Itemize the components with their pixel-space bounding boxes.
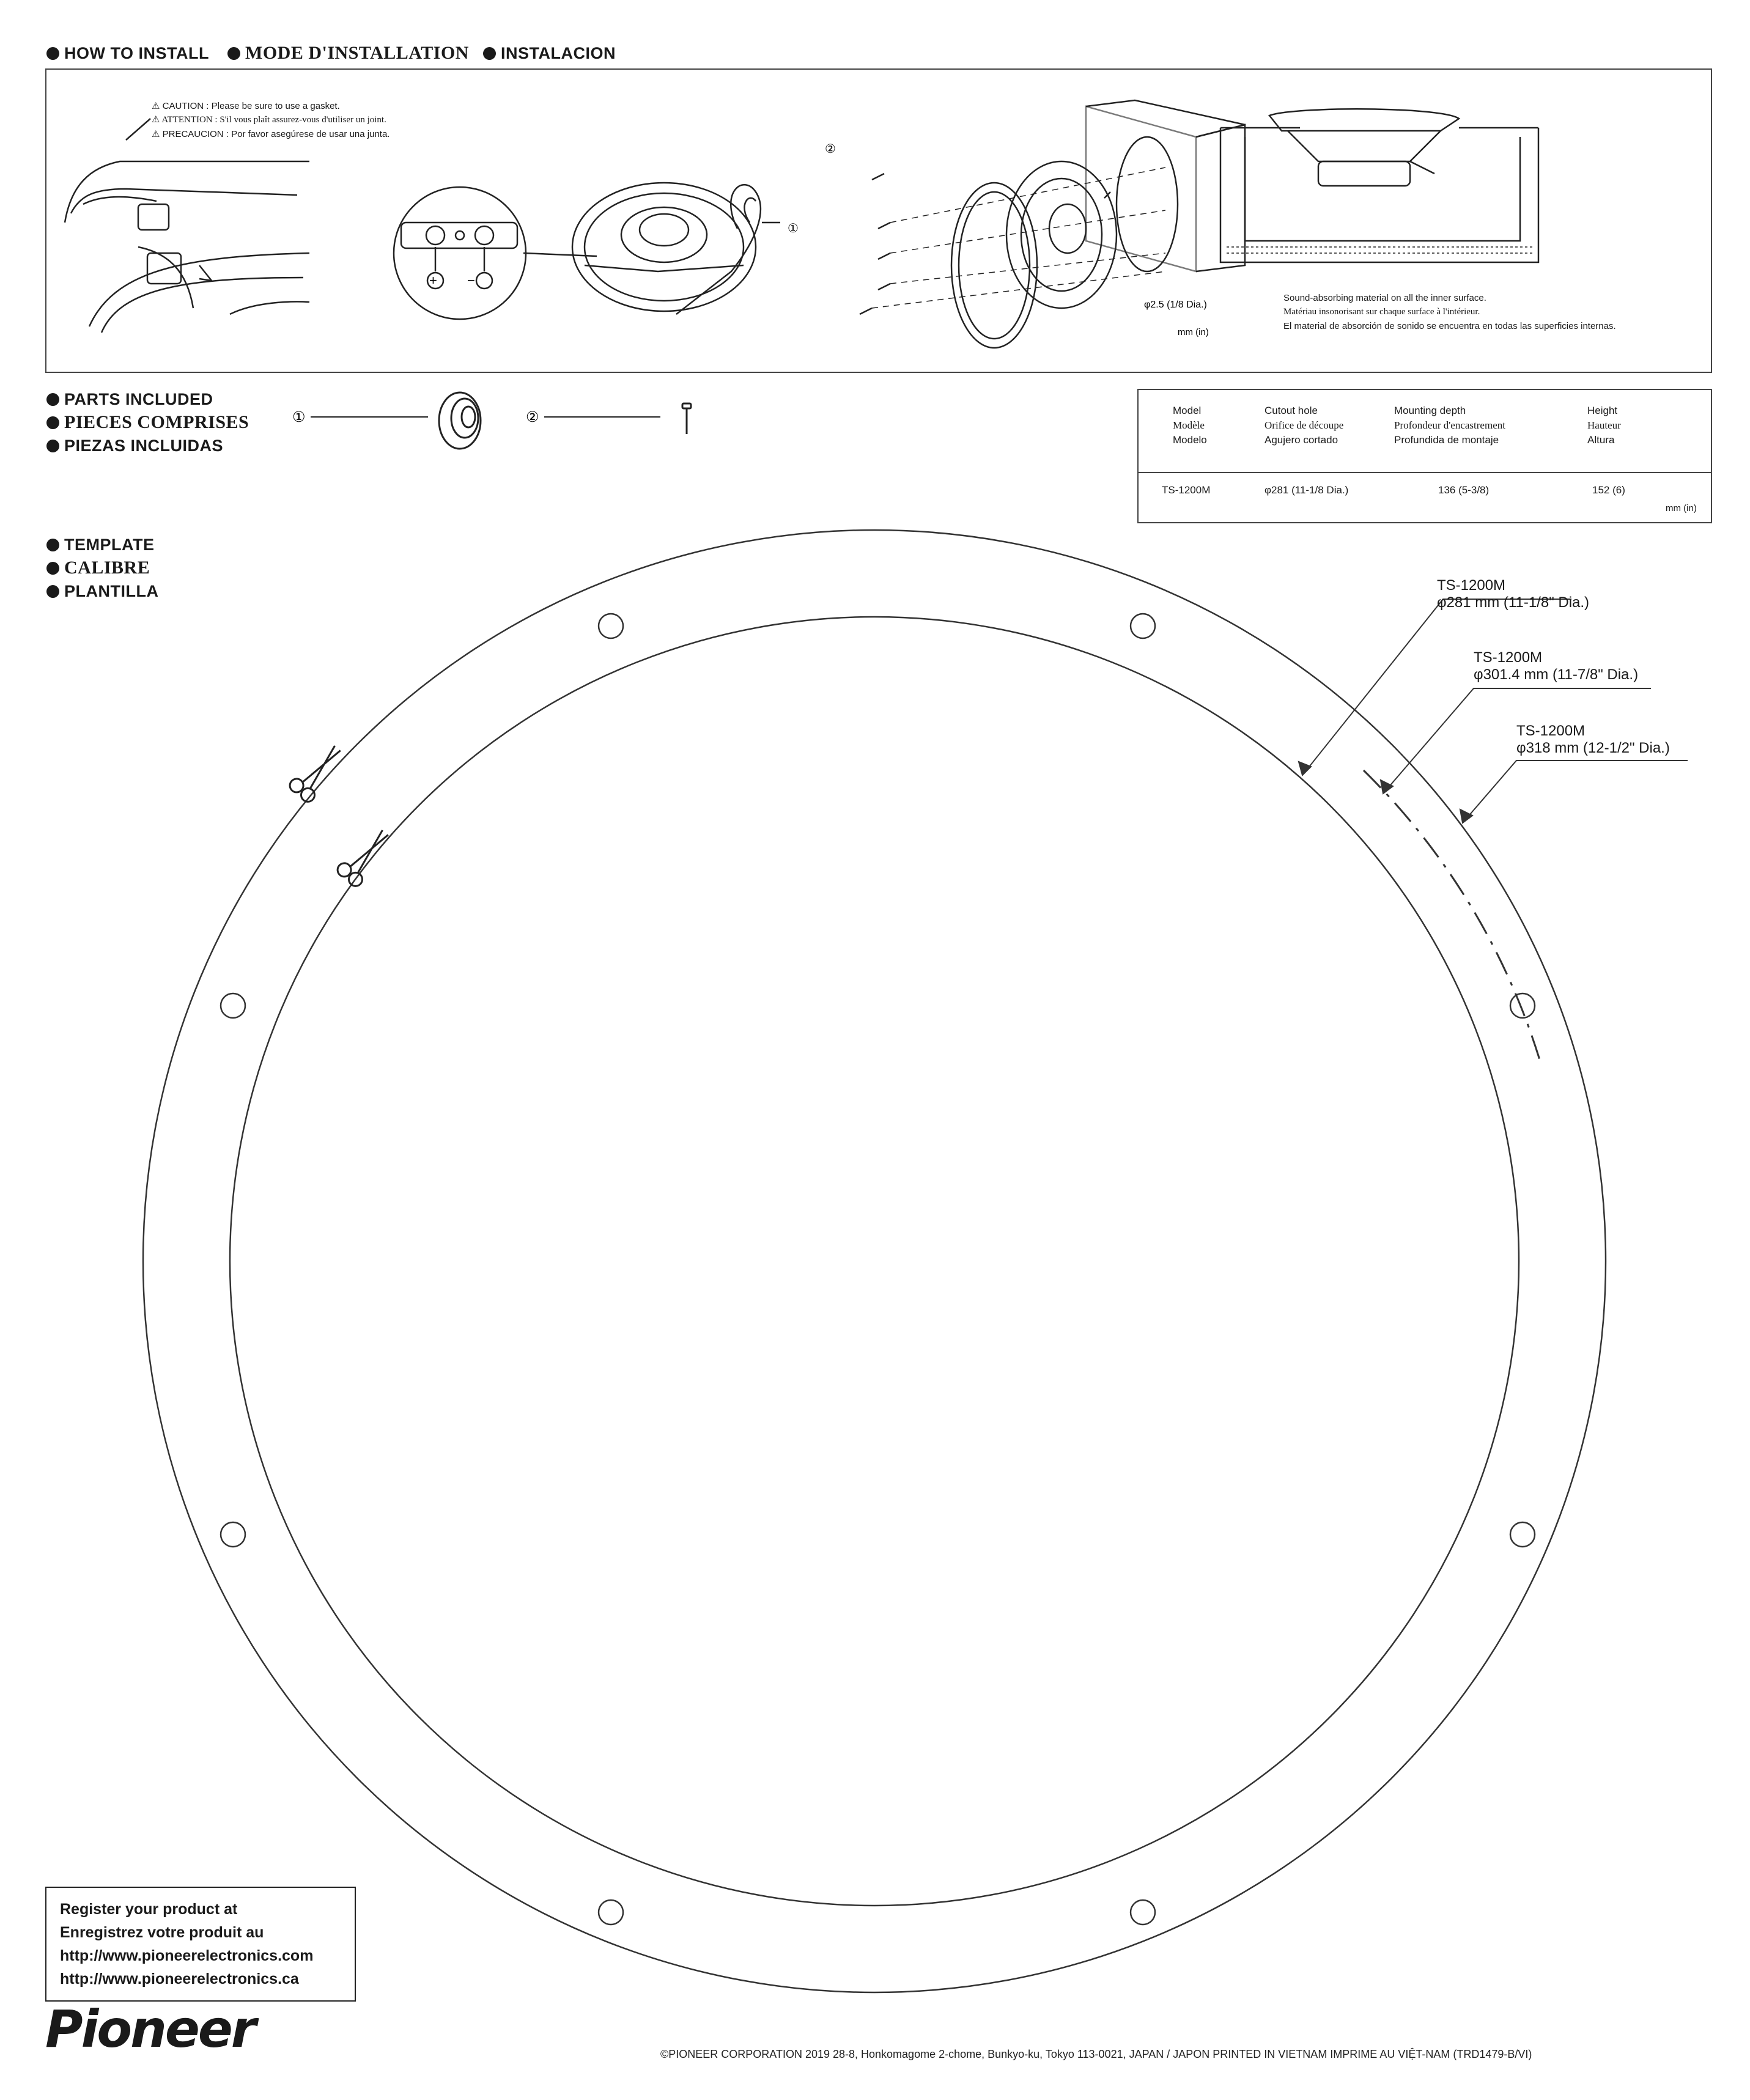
- mounting-hole: [1510, 1522, 1535, 1547]
- install-unit: mm (in): [1178, 327, 1209, 337]
- outer-circle-318mm: [143, 530, 1606, 1992]
- mounting-hole: [1131, 1900, 1155, 1925]
- register-box: Register your product at Enregistrez votre produit au http://www.pioneerelectronics.com http://www.pioneerelectronics.ca: [45, 1887, 356, 2002]
- mounting-hole: [599, 1900, 623, 1925]
- callout-1: ①: [788, 222, 799, 235]
- bolt-circle-dashed-arc: [1364, 770, 1541, 1064]
- register-link-com[interactable]: http://www.pioneerelectronics.com: [60, 1947, 314, 1964]
- install-heading-en: HOW TO INSTALL: [46, 44, 209, 63]
- caution-notes: ⚠ CAUTION : Please be sure to use a gasket. ⚠ ATTENTION : S'il vous plaît assurez-vous d'utiliser un joint. ⚠ PRECAUCION : Por favor asegúrese de usar una junta.: [152, 101, 390, 139]
- label-281: TS-1200M φ281 mm (11-1/8" Dia.): [1437, 577, 1590, 611]
- mounting-hole: [599, 614, 623, 638]
- spec-header-cutout: Cutout hole Orifice de découpe Agujero cortado: [1265, 405, 1344, 446]
- terminal-minus: −: [467, 273, 475, 288]
- leader-318: [1463, 761, 1688, 823]
- label-318: TS-1200M φ318 mm (12-1/2" Dia.): [1516, 723, 1670, 756]
- spec-cutout-value: φ281 (11-1/8 Dia.): [1265, 484, 1349, 496]
- spec-height-value: 152 (6): [1592, 484, 1625, 496]
- label-301: TS-1200M φ301.4 mm (11-7/8" Dia.): [1474, 649, 1639, 683]
- pioneer-logo: Pioneer: [45, 1999, 255, 2059]
- install-heading-es: INSTALACION: [483, 44, 616, 63]
- spec-unit: mm (in): [1666, 503, 1697, 514]
- scissors-icon: [287, 739, 349, 805]
- hole-dimension: φ2.5 (1/8 Dia.): [1144, 300, 1207, 310]
- mounting-hole: [221, 1522, 245, 1547]
- register-link-ca[interactable]: http://www.pioneerelectronics.ca: [60, 1970, 299, 1988]
- scissors-icon: [335, 823, 396, 889]
- spec-header-depth: Mounting depth Profondeur d'encastrement Profundida de montaje: [1394, 405, 1505, 446]
- parts-heading: PARTS INCLUDED PIECES COMPRISES PIEZAS INCLUIDAS: [46, 388, 249, 457]
- cutout-circle-281mm: [230, 617, 1519, 1906]
- mounting-holes: [221, 614, 1535, 1925]
- callout-2: ②: [825, 142, 836, 156]
- spec-depth-value: 136 (5-3/8): [1438, 484, 1490, 496]
- mounting-hole: [221, 993, 245, 1018]
- mounting-hole: [1131, 614, 1155, 638]
- template-heading: TEMPLATE CALIBRE PLANTILLA: [46, 533, 158, 603]
- sound-absorb-notes: Sound-absorbing material on all the inner surface. Matériau insonorisant sur chaque surface à l'intérieur. El material de absorción de sonido se encuentra en todas las superficies internas.: [1283, 293, 1616, 331]
- spec-model-value: TS-1200M: [1162, 484, 1211, 496]
- spec-header-height: Height Hauteur Altura: [1587, 405, 1621, 446]
- part-1-label: ①: [292, 409, 306, 426]
- part-2-label: ②: [526, 409, 539, 426]
- spec-header-model: Model Modèle Modelo: [1173, 405, 1207, 446]
- mounting-hole: [1510, 993, 1535, 1018]
- terminal-plus: +: [429, 273, 437, 288]
- footer-imprint: ©PIONEER CORPORATION 2019 28-8, Honkomagome 2-chome, Bunkyo-ku, Tokyo 113-0021, JAPAN / JAPON PRINTED IN VIETNAM IMPRIME AU VIỆT-NAM (TRD1479-B/VI): [660, 2048, 1532, 2060]
- install-heading-fr: MODE D'INSTALLATION: [227, 43, 469, 64]
